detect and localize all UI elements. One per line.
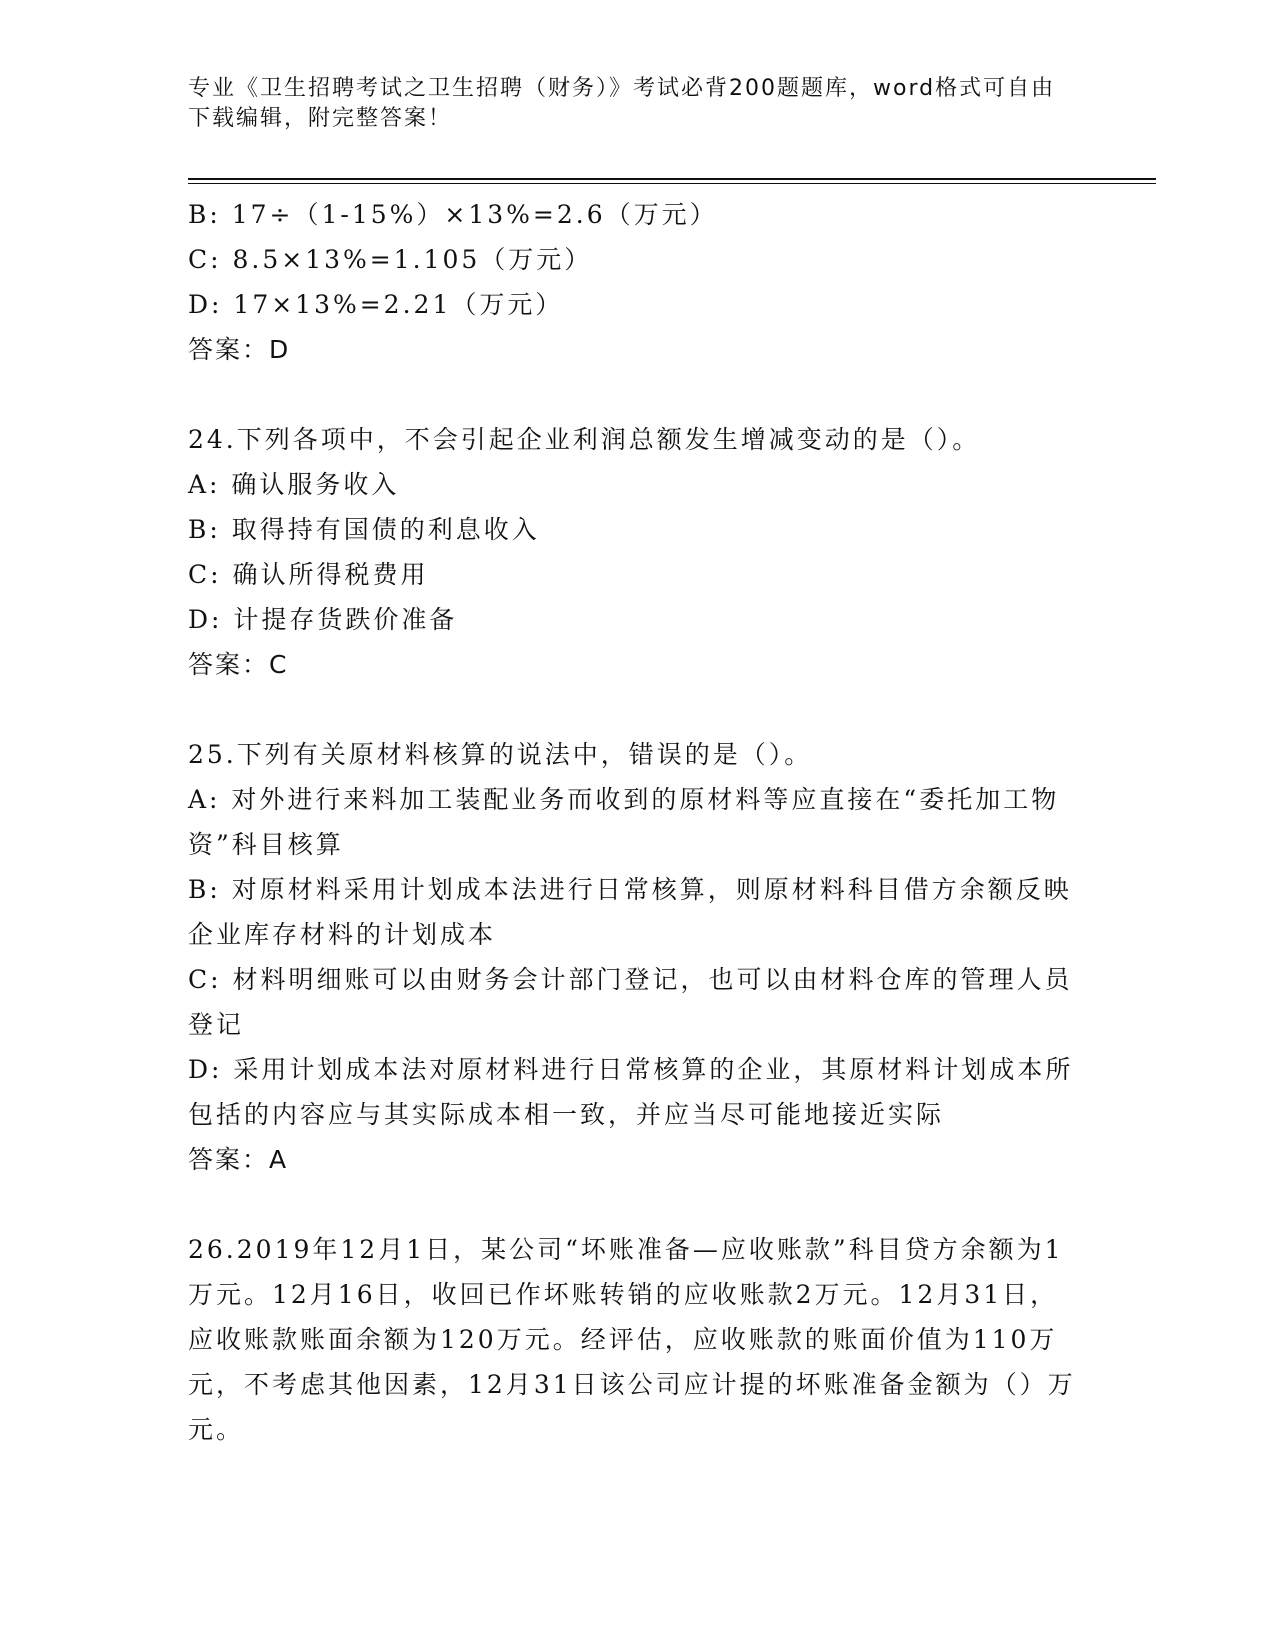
option-c: C: 8.5×13%=1.105（万元）: [188, 245, 593, 274]
answer: 答案：A: [188, 1145, 289, 1174]
option-d: D: 采用计划成本法对原材料进行日常核算的企业，其原材料计划成本所包括的内容应与其实际成本相一致，并应当尽可能地接近实际: [188, 1055, 1074, 1129]
option-b: B: 对原材料采用计划成本法进行日常核算，则原材料科目借方余额反映企业库存材料的计划成本: [188, 875, 1072, 949]
document-header: 专业《卫生招聘考试之卫生招聘（财务）》考试必背200题题库，word格式可自由下载编辑，附完整答案！: [188, 76, 1056, 131]
option-d: D: 计提存货跌价准备: [188, 605, 458, 634]
answer: 答案：C: [188, 650, 289, 679]
header-rule-thick: [188, 178, 1156, 180]
question-26: [188, 1227, 1078, 1452]
option-c: C: 确认所得税费用: [188, 560, 429, 589]
question-stem: 26.2019年12月1日，某公司“坏账准备—应收账款”科目贷方余额为1万元。12月16日，收回已作坏账转销的应收账款2万元。12月31日，应收账款账面余额为120万元。经评估，应收账款的账面价值为110万元，不考虑其他因素，12月31日该公司应计提的坏账准备金额为（）万元。: [188, 1235, 1076, 1444]
question-stem: 24.下列各项中，不会引起企业利润总额发生增减变动的是（）。: [188, 425, 981, 454]
option-b: B: 17÷（1-15%）×13%=2.6（万元）: [188, 200, 718, 229]
header-rule-thin: [188, 183, 1156, 184]
question-25: [188, 732, 1078, 1182]
option-a: A: 对外进行来料加工装配业务而收到的原材料等应直接在“委托加工物资”科目核算: [188, 785, 1060, 859]
option-b: B: 取得持有国债的利息收入: [188, 515, 540, 544]
option-d: D: 17×13%=2.21（万元）: [188, 290, 564, 319]
document-content: [188, 192, 1078, 1452]
option-c: C: 材料明细账可以由财务会计部门登记，也可以由材料仓库的管理人员登记: [188, 965, 1073, 1039]
question-23-tail: [188, 192, 1078, 372]
answer: 答案：D: [188, 335, 291, 364]
question-24: [188, 417, 1078, 687]
question-stem: 25.下列有关原材料核算的说法中，错误的是（）。: [188, 740, 813, 769]
option-a: A: 确认服务收入: [188, 470, 400, 499]
